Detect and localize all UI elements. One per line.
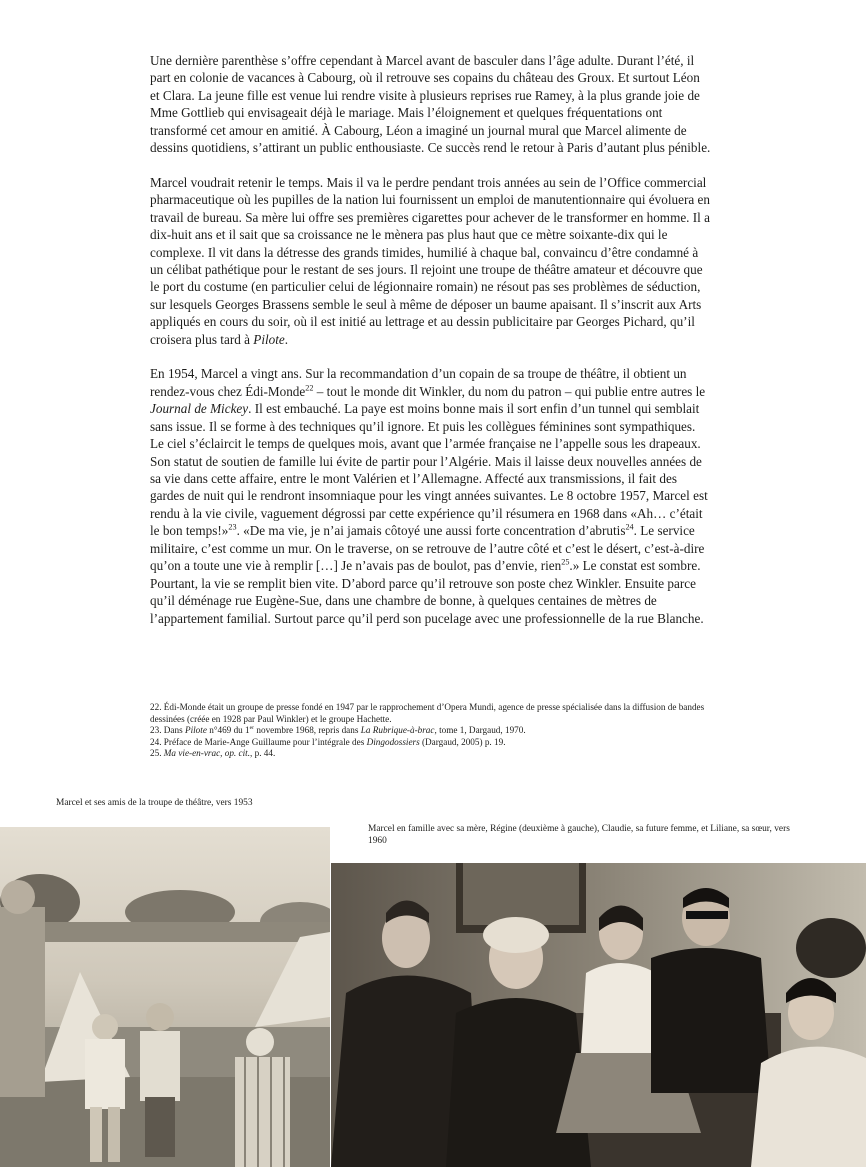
text-run: . Le service militaire, c’est comme un mur. On le traverse, on se retrouve de l’autre côté et c’est le désert, c’est-à-dire qu’on a toute une vie à remplir […] Je n’avais pas de boulot, pas d’envie, rien (150, 523, 705, 574)
photo-caption-theatre: Marcel et ses amis de la troupe de théâtre, vers 1953 (56, 798, 253, 808)
italic-title: Ma vie-en-vrac, op. cit. (163, 748, 251, 759)
footnote-ref: 22 (305, 383, 314, 393)
text-run: n°469 du 1 (206, 725, 250, 736)
italic-title: Journal de Mickey (150, 401, 249, 417)
photo-theatre-troupe (0, 827, 330, 1167)
text-run: Une dernière parenthèse s’offre cependant à Marcel avant de basculer dans l’âge adulte. Durant l’été, il part en colonie de vacances à Cabourg, où il retrouve ses copains du château des Groux. Et surtout Léon et Clara. La jeune fille est venue lui rendre visite à plusieurs reprises rue Ramey, à la plus grande joie de Mme Gottlieb qui envisageait déjà le mariage. Mais l’éloignement et quelques fréquentations ont transformé cet amour en amitié. À Cabourg, Léon a imaginé un journal mural que Marcel alimente de dessins quotidiens, s’attirant un public enthousiaste. Ce succès rend le retour à Paris d’autant plus pénible. (150, 53, 711, 156)
italic-title: Pilote (184, 725, 207, 736)
text-run: novembre 1968, repris dans (254, 725, 361, 736)
footnotes (150, 702, 720, 760)
text-run: . (284, 331, 289, 347)
text-run: 23. Dans (150, 725, 185, 736)
main-text (150, 52, 712, 627)
footnote-ref: 24 (625, 522, 634, 532)
italic-title: Dingodossiers (366, 736, 420, 747)
footnote-24 (150, 737, 720, 749)
text-run: 24. Préface de Marie-Ange Guillaume pour l’intégrale des (150, 736, 367, 747)
footnote-ref: 23 (228, 522, 237, 532)
footnote-ref: 25 (561, 557, 570, 567)
paragraph (150, 365, 712, 627)
paragraph (150, 174, 712, 349)
photo-family (331, 863, 866, 1167)
footnote-23 (150, 725, 720, 737)
text-run: En 1954, Marcel a vingt ans. Sur la recommandation d’un copain de sa troupe de théâtre, il obtient un rendez-vous chez Édi-Monde (150, 366, 687, 399)
text-run: Marcel voudrait retenir le temps. Mais il va le perdre pendant trois années au sein de l’Office commercial pharmaceutique où les pupilles de la nation lui fournissent un emploi de manutentionnaire qui évoluera en travail de bureau. Sa mère lui offre ses premières cigarettes pour achever de le transformer en homme. Il a dix-huit ans et il sait que sa croissance ne le mènera pas plus haut que ce mètre soixante-dix qui le complexe. Il vit dans la détresse des grands timides, humilié à chaque bal, convaincu d’être condamné à un célibat pathétique pour le restant de ses jours. Il rejoint une troupe de théâtre amateur et découvre que le port du costume (en particulier celui de légionnaire romain) ne résout pas ses problèmes de séduction, sur lesquels Georges Brassens semble le seul à même de déposer un baume apaisant. Il s’inscrit aux Arts appliqués en cours du soir, où il est initié au lettrage et au dessin publicitaire par Georges Pichard, qu’il croisera plus tard à (150, 174, 710, 347)
footnote-22 (150, 702, 720, 725)
italic-title: La Rubrique-à-brac (360, 725, 435, 736)
italic-title: Pilote (253, 331, 285, 347)
text-run: . «De ma vie, je n’ai jamais côtoyé une aussi forte concentration d’abrutis (236, 523, 626, 539)
text-run: – tout le monde dit Winkler, du nom du patron – qui publie entre autres le (313, 383, 706, 399)
text-run: 25. (150, 748, 164, 759)
text-run: 22. Édi-Monde était un groupe de presse fondé en 1947 par le rapprochement d’Opera Mundi, agence de presse spécialisée dans la diffusion de bandes dessinées (créée en 1928 par Paul Winkler) et le groupe Hachette. (150, 702, 705, 724)
text-run: , tome 1, Dargaud, 1970. (434, 725, 526, 736)
text-run: , p. 44. (250, 748, 276, 759)
text-run: (Dargaud, 2005) p. 19. (419, 736, 506, 747)
text-run: . Il est embauché. La paye est moins bonne mais il sort enfin d’un tunnel qui semblait sans issue. Il se forme à des techniques qu’il ignore. Et puis les collègues féminines sont sympathiques. Le ciel s’éclaircit le temps de quelques mois, avant que l’armée française ne l’appelle sous les drapeaux. Son statut de soutien de famille lui évite de partir pour l’Algérie. Mais il laisse deux nouvelles années de sa vie dans cette affaire, entre le mont Valérien et l’Allemagne. Affecté aux transmissions, il fait des gardes de nuit qui le rendront insomniaque pour les vingt années suivantes. Le 8 octobre 1957, Marcel est rendu à la vie civile, vaguement dégrossi par cette expérience qu’il résumera en 1968 dans «Ah… c’était le bon temps!» (150, 401, 708, 539)
footnote-ref: er (249, 725, 255, 732)
paragraph (150, 52, 712, 157)
text-run: .» Le constat est sombre. Pourtant, la vie se remplit bien vite. D’abord parce qu’il retrouve son poste chez Winkler. Ensuite parce qu’il déménage rue Eugène-Sue, dans une chambre de bonne, à quelques centaines de mètres de l’appartement familial. Surtout parce qu’il perd son pucelage avec une professionnelle de la rue Blanche. (150, 558, 704, 626)
footnote-25 (150, 748, 720, 760)
photo-caption-family: Marcel en famille avec sa mère, Régine (deuxième à gauche), Claudie, sa future femme, et Liliane, sa sœur, vers 1960 (368, 824, 790, 847)
